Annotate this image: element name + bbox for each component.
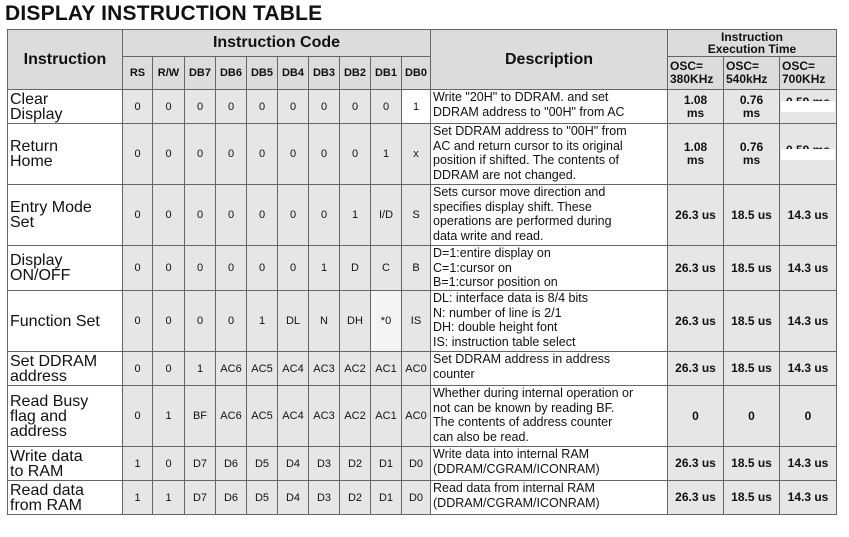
execution-time-cell: [668, 185, 724, 246]
description-line: Set DDRAM address to "00H" from: [433, 124, 627, 138]
bit-cell: 1: [371, 124, 402, 185]
execution-time-cell: [724, 246, 780, 291]
instruction-name-line: Display: [10, 252, 63, 269]
header-bit: RS: [123, 57, 153, 90]
instruction-name: [8, 291, 123, 352]
description-cell: [431, 246, 668, 291]
bit-cell: D7: [185, 447, 216, 481]
description-line: Write "20H" to DDRAM. and set: [433, 90, 609, 104]
bit-cell: 1: [402, 90, 431, 124]
description-line: DDRAM address to "00H" from AC: [433, 104, 625, 119]
bit-cell: 0: [153, 90, 185, 124]
bit-cell: 0: [153, 447, 185, 481]
bit-cell: D0: [402, 447, 431, 481]
instruction-name-line: address: [10, 422, 67, 440]
bit-cell: 0: [123, 352, 153, 386]
header-bit: DB4: [278, 57, 309, 90]
description-line: not can be known by reading BF.: [433, 400, 615, 415]
bit-cell: C: [371, 246, 402, 291]
description-line: B=1:cursor position on: [433, 275, 558, 289]
execution-time-cell: [724, 352, 780, 386]
bit-cell: 0: [123, 291, 153, 352]
instruction-name: [8, 246, 123, 291]
execution-time-value: 14.3 us: [787, 313, 829, 328]
description-line: D=1:entire display on: [433, 246, 551, 260]
header-bit: R/W: [153, 57, 185, 90]
description-cell: [431, 124, 668, 185]
osc-label: OSC=: [670, 59, 704, 73]
instruction-name-line: Return: [10, 138, 59, 155]
description-line: counter: [433, 366, 475, 381]
execution-time-value: 1.08: [683, 92, 708, 107]
instruction-name-line: Display: [10, 105, 63, 123]
bit-cell: AC6: [216, 386, 247, 447]
bit-cell: 1: [309, 246, 340, 291]
execution-time-cell: [780, 386, 837, 447]
execution-time-cell: [724, 124, 780, 185]
table-row: [8, 481, 837, 515]
bit-cell: D3: [309, 447, 340, 481]
header-execution-line1: Instruction: [721, 30, 783, 44]
description-line: (DDRAM/CGRAM/ICONRAM): [433, 461, 600, 476]
bit-cell: AC5: [247, 386, 278, 447]
bit-cell: AC0: [402, 386, 431, 447]
bit-cell: 0: [309, 90, 340, 124]
execution-time-unit: ms: [742, 105, 761, 120]
bit-cell: D5: [247, 481, 278, 515]
instruction-name: [8, 90, 123, 124]
bit-cell: 0: [123, 246, 153, 291]
instruction-name: [8, 447, 123, 481]
description-line: C=1:cursor on: [433, 260, 512, 275]
execution-time-cell: [780, 246, 837, 291]
description-line: Set DDRAM address in address: [433, 352, 611, 366]
bit-cell: BF: [185, 386, 216, 447]
bit-cell: 0: [153, 124, 185, 185]
header-bit: DB0: [402, 57, 431, 90]
header-osc: [724, 57, 780, 90]
bit-cell: 0: [340, 90, 371, 124]
header-bit: DB6: [216, 57, 247, 90]
bit-cell: 0: [185, 90, 216, 124]
bit-cell: N: [309, 291, 340, 352]
bit-cell: D4: [278, 481, 309, 515]
execution-time-value: 1.08: [683, 140, 708, 154]
instruction-name-line: Function Set: [10, 312, 100, 330]
bit-cell: AC0: [402, 352, 431, 386]
bit-cell: 0: [216, 124, 247, 185]
description-line: DDRAM are not changed.: [433, 167, 577, 182]
bit-cell: D1: [371, 447, 402, 481]
execution-time-value: 18.5 us: [731, 456, 772, 470]
bit-cell: 0: [278, 124, 309, 185]
execution-time-value: 18.5 us: [731, 490, 772, 504]
bit-cell: 1: [340, 185, 371, 246]
table-row: [8, 447, 837, 481]
execution-time-value: 26.3 us: [675, 207, 716, 222]
bit-cell: AC4: [278, 352, 309, 386]
bit-cell: 0: [185, 124, 216, 185]
execution-time-value: 26.3 us: [675, 361, 716, 375]
bit-cell: 0: [123, 124, 153, 185]
execution-time-unit: ms: [686, 105, 705, 120]
bit-cell: D: [340, 246, 371, 291]
bit-cell: AC2: [340, 352, 371, 386]
description-line: operations are performed during: [433, 214, 612, 228]
header-bit: DB7: [185, 57, 216, 90]
bit-cell: 0: [247, 124, 278, 185]
instruction-name: [8, 386, 123, 447]
execution-time-cell: [780, 447, 837, 481]
bit-cell: D3: [309, 481, 340, 515]
osc-label: OSC=: [726, 59, 760, 73]
bit-cell: 1: [185, 352, 216, 386]
bit-cell: AC3: [309, 352, 340, 386]
table-row: [8, 352, 837, 386]
bit-cell: 0: [216, 185, 247, 246]
description-cell: [431, 481, 668, 515]
bit-cell: D0: [402, 481, 431, 515]
instruction-name-line: Entry Mode: [10, 199, 92, 216]
bit-cell: D2: [340, 481, 371, 515]
table-row: [8, 124, 837, 185]
bit-cell: IS: [402, 291, 431, 352]
bit-cell: 0: [153, 291, 185, 352]
execution-time-cell: [724, 291, 780, 352]
bit-cell: D5: [247, 447, 278, 481]
instruction-name-line: Read Busy: [10, 392, 89, 410]
execution-time-value: 14.3 us: [787, 260, 829, 275]
execution-time-cell: [668, 386, 724, 447]
header-instruction: Instruction: [8, 30, 123, 90]
description-line: (DDRAM/CGRAM/ICONRAM): [433, 495, 600, 510]
header-osc: [780, 57, 837, 90]
bit-cell: AC1: [371, 352, 402, 386]
execution-time-cell: [724, 481, 780, 515]
bit-cell: 1: [123, 481, 153, 515]
bit-cell: 0: [123, 185, 153, 246]
description-cell: [431, 291, 668, 352]
bit-cell: x: [402, 124, 431, 185]
bit-cell: 0: [153, 246, 185, 291]
execution-time-value: 0: [748, 408, 755, 423]
execution-time-cell: [780, 291, 837, 352]
execution-time-cell: [780, 185, 837, 246]
execution-time-value: 18.5 us: [731, 361, 772, 375]
execution-time-cell: [668, 291, 724, 352]
description-line: can also be read.: [433, 429, 529, 444]
bit-cell: 0: [153, 352, 185, 386]
execution-time-value: 14.3 us: [787, 490, 829, 504]
instruction-name: [8, 124, 123, 185]
osc-label: OSC=: [782, 59, 816, 73]
table-row: [8, 246, 837, 291]
execution-time-value: 26.3 us: [675, 260, 716, 275]
description-line: specifies display shift. These: [433, 199, 592, 214]
blank-box: [781, 101, 835, 112]
bit-cell: I/D: [371, 185, 402, 246]
table-row: [8, 386, 837, 447]
execution-time-cell: [724, 447, 780, 481]
execution-time-value: 18.5 us: [731, 313, 772, 328]
bit-cell: 0: [185, 185, 216, 246]
execution-time-value: 14.3 us: [787, 456, 829, 470]
bit-cell: D1: [371, 481, 402, 515]
bit-cell: *0: [371, 291, 402, 352]
description-line: Read data from internal RAM: [433, 481, 595, 495]
instruction-name-line: address: [10, 367, 67, 385]
description-line: Sets cursor move direction and: [433, 185, 606, 199]
bit-cell: 0: [247, 90, 278, 124]
bit-cell: 1: [153, 481, 185, 515]
bit-cell: 0: [340, 124, 371, 185]
execution-time-cell: [780, 90, 837, 124]
instruction-name-line: Clear: [10, 90, 49, 108]
execution-time-value: 14.3 us: [787, 361, 829, 375]
description-line: DH: double height font: [433, 320, 558, 334]
instruction-name-line: Set: [10, 214, 35, 231]
bit-cell: 1: [153, 386, 185, 447]
description-line: position if shifted. The contents of: [433, 153, 619, 167]
instruction-name: [8, 481, 123, 515]
table-row: [8, 90, 837, 124]
execution-time-unit: ms: [742, 153, 761, 167]
execution-time-cell: [668, 447, 724, 481]
bit-cell: AC2: [340, 386, 371, 447]
bit-cell: AC5: [247, 352, 278, 386]
bit-cell: AC4: [278, 386, 309, 447]
execution-time-value: 14.3 us: [787, 207, 829, 222]
description-line: Whether during internal operation or: [433, 386, 634, 400]
description-line: data write and read.: [433, 228, 544, 243]
instruction-name-line: flag and: [10, 407, 67, 425]
execution-time-cell: [668, 481, 724, 515]
header-description: Description: [431, 30, 668, 90]
header-execution-time: [668, 30, 837, 57]
bit-cell: 0: [278, 246, 309, 291]
header-bit: DB5: [247, 57, 278, 90]
instruction-name-line: ON/OFF: [10, 267, 71, 284]
bit-cell: 0: [123, 386, 153, 447]
description-line: The contents of address counter: [433, 415, 613, 429]
bit-cell: D6: [216, 447, 247, 481]
bit-cell: AC6: [216, 352, 247, 386]
description-cell: [431, 185, 668, 246]
bit-cell: 0: [247, 185, 278, 246]
table-row: [8, 291, 837, 352]
execution-time-cell: [724, 386, 780, 447]
execution-time-value: 26.3 us: [675, 313, 716, 328]
header-bit: DB3: [309, 57, 340, 90]
bit-cell: AC1: [371, 386, 402, 447]
bit-cell: D2: [340, 447, 371, 481]
instruction-name-line: Set DDRAM: [10, 352, 98, 370]
osc-freq: 380KHz: [670, 72, 714, 86]
bit-cell: 0: [153, 185, 185, 246]
execution-time-value: 26.3 us: [675, 456, 716, 470]
table-title: DISPLAY INSTRUCTION TABLE: [5, 2, 323, 25]
table-row: [8, 185, 837, 246]
header-bit: DB2: [340, 57, 371, 90]
execution-time-value: 0: [692, 408, 699, 423]
execution-time-value: 0.76: [739, 92, 764, 107]
header-instruction-code: Instruction Code: [123, 30, 431, 57]
description-cell: [431, 352, 668, 386]
bit-cell: 0: [216, 246, 247, 291]
bit-cell: B: [402, 246, 431, 291]
bit-cell: 0: [278, 185, 309, 246]
bit-cell: D7: [185, 481, 216, 515]
osc-freq: 540kHz: [726, 72, 768, 86]
description-line: AC and return cursor to its original: [433, 138, 623, 153]
execution-time-cell: [668, 352, 724, 386]
description-cell: [431, 386, 668, 447]
execution-time-cell: [668, 246, 724, 291]
bit-cell: S: [402, 185, 431, 246]
bit-cell: 0: [185, 246, 216, 291]
bit-cell: 0: [309, 185, 340, 246]
execution-time-cell: [780, 481, 837, 515]
execution-time-value: 0: [804, 408, 812, 423]
osc-freq: 700KHz: [782, 72, 826, 86]
description-line: N: number of line is 2/1: [433, 305, 562, 320]
description-line: DL: interface data is 8/4 bits: [433, 291, 588, 305]
instruction-name-line: from RAM: [10, 496, 82, 514]
instruction-name-line: Home: [10, 153, 53, 170]
instruction-name-line: to RAM: [10, 462, 64, 480]
instruction-table: [7, 29, 837, 515]
instruction-name-line: Read data: [10, 481, 84, 499]
bit-cell: D4: [278, 447, 309, 481]
execution-time-value: 18.5 us: [731, 260, 772, 275]
bit-cell: 0: [216, 291, 247, 352]
bit-cell: D6: [216, 481, 247, 515]
instruction-name: [8, 185, 123, 246]
description-cell: [431, 447, 668, 481]
bit-cell: DL: [278, 291, 309, 352]
execution-time-unit: ms: [686, 153, 705, 167]
bit-cell: 0: [123, 90, 153, 124]
execution-time-cell: [668, 124, 724, 185]
execution-time-value: 18.5 us: [731, 207, 772, 222]
instruction-name: [8, 352, 123, 386]
bit-cell: 0: [371, 90, 402, 124]
bit-cell: 0: [278, 90, 309, 124]
bit-cell: 0: [216, 90, 247, 124]
execution-time-value: 0.76: [739, 140, 764, 154]
header-bit: DB1: [371, 57, 402, 90]
description-line: IS: instruction table select: [433, 334, 576, 349]
bit-cell: 0: [309, 124, 340, 185]
bit-cell: 0: [247, 246, 278, 291]
table-body: [8, 90, 837, 515]
header-osc: [668, 57, 724, 90]
instruction-name-line: Write data: [10, 447, 83, 465]
execution-time-cell: [780, 124, 837, 185]
header-execution-line2: Execution Time: [707, 42, 797, 56]
execution-time-cell: [668, 90, 724, 124]
execution-time-cell: [724, 90, 780, 124]
blank-box: [781, 149, 835, 160]
bit-cell: 1: [247, 291, 278, 352]
description-cell: [431, 90, 668, 124]
bit-cell: AC3: [309, 386, 340, 447]
bit-cell: DH: [340, 291, 371, 352]
bit-cell: 0: [185, 291, 216, 352]
execution-time-cell: [780, 352, 837, 386]
execution-time-value: 26.3 us: [675, 490, 716, 504]
execution-time-cell: [724, 185, 780, 246]
description-line: Write data into internal RAM: [433, 447, 590, 461]
bit-cell: 1: [123, 447, 153, 481]
